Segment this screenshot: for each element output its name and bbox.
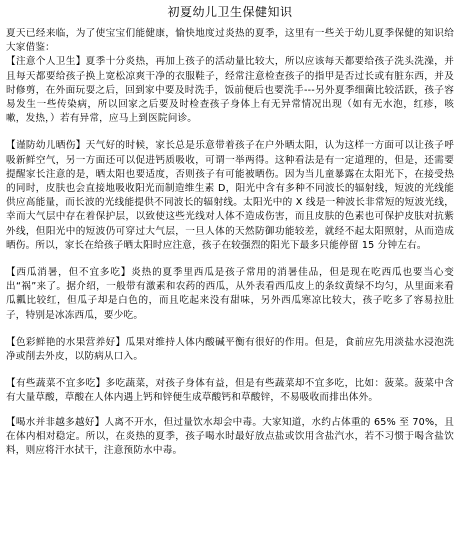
section-vegetables [6,377,454,405]
section-heading-watermelon: 【西瓜消暑，但不宜多吃】 [6,267,132,279]
intro-paragraph [6,27,454,126]
section-text-fruit: 瓜果对维持人体内酸碱平衡有很好的作用。但是，食前应先用淡盐水浸泡洗净或削去外皮，以防病从口入。 [6,336,454,363]
section-text-vegetables: 多吃蔬菜，对孩子身体有益，但是有些蔬菜却不宜多吃，比如：菠菜。菠菜中含有大量草酸，草酸在人体内遇上钙和锌便生成草酸钙和草酸锌，不易吸收而排出体外。 [6,378,455,404]
section-watermelon [6,266,454,323]
section-heading-sunburn: 【谨防幼儿晒伤】 [6,140,86,152]
section-text-hygiene: 夏季十分炎热，再加上孩子的活动量比较大，所以应该每天都要给孩子洗头洗澡，并且每天都要给孩子换上宽松凉爽干净的衣服鞋子，经常注意检查孩子的指甲是否过长或有脏东西，并及时修剪，在外面玩耍之后，回到家中要及时洗手，饭前便后也要洗手---另外夏季细菌比较活跃，孩子容易发生一些传染病，所以回家之后要及时检查孩子身体上有无异常情况出现（如有无水泡，红疹，咳嗽，发热，）若有异常，应马上到医院问诊。 [6,56,454,125]
section-fruit [6,336,454,364]
section-heading-water: 【喝水并非越多越好】 [6,416,105,428]
section-text-watermelon: 炎热的夏季里西瓜是孩子常用的消暑佳品，但是现在吃西瓜也要当心变出“祸”来了。据介绍，一般带有激素和农药的西瓜，从外表看西瓜皮上的条纹黄绿不均匀，从里面来看瓜瓤比较红，但瓜子却是白色的，而且吃起来没有甜味，另外西瓜寒凉比较大，孩子吃多了容易拉肚子，特别是冰冻西瓜，要少吃。 [6,267,454,321]
section-heading-fruit: 【色彩鲜艳的水果营养好】 [6,336,126,348]
section-text-water: 人离不开水，但过量饮水却会中毒。大家知道，水约占体重的 65% 至 70%，且在体内相对稳定。所以，在炎热的夏季，孩子喝水时最好放点盐或饮用含盐汽水，若不习惯于喝含盐饮料，则应将汗水拭干，注意预防水中毒。 [6,416,454,457]
intro-text: 夏天已经来临，为了使宝宝们能健康，愉快地度过炎热的夏季，这里有一些关于幼儿夏季保健的知识给大家借鉴： [6,28,454,54]
section-text-sunburn: 天气好的时候，家长总是乐意带着孩子在户外晒太阳，认为这样一方面可以让孩子呼吸新鲜空气，另一方面还可以促进钙质吸收，可谓一举两得。这种看法是有一定道理的，但是，还需要提醒家长注意的是，晒太阳也要适度，否则孩子有可能被晒伤。因为当儿童暴露在太阳光下，在接受热的同时，皮肤也会直接地吸收阳光而制造维生素 D，阳光中含有多种不同波长的辐射线，短波的光线能供应高能量，而长波的光线能提供不同波长的辐射线。太阳光中的 X 线是一种波长非常短的短波光线，幸而大气层中存在着保护层，以致使这些光线对人体不造成伤害，而且皮肤的色素也可保护皮肤对抗紫外线，但阳光中的短波仍可穿过大气层，一旦人体的天然防御功能较差，就经不起太阳照射，从而造成晒伤。所以，家长在给孩子晒太阳时应注意，孩子在较强烈的阳光下最多只能停留 15 分钟左右。 [6,140,454,251]
section-water [6,416,454,459]
document-title: 初夏幼儿卫生保健知识 [167,5,293,19]
section-heading-vegetables: 【有些蔬菜不宜多吃】 [6,378,106,390]
section-sunburn [6,139,454,253]
section-heading-hygiene: 【注意个人卫生】 [6,56,86,68]
